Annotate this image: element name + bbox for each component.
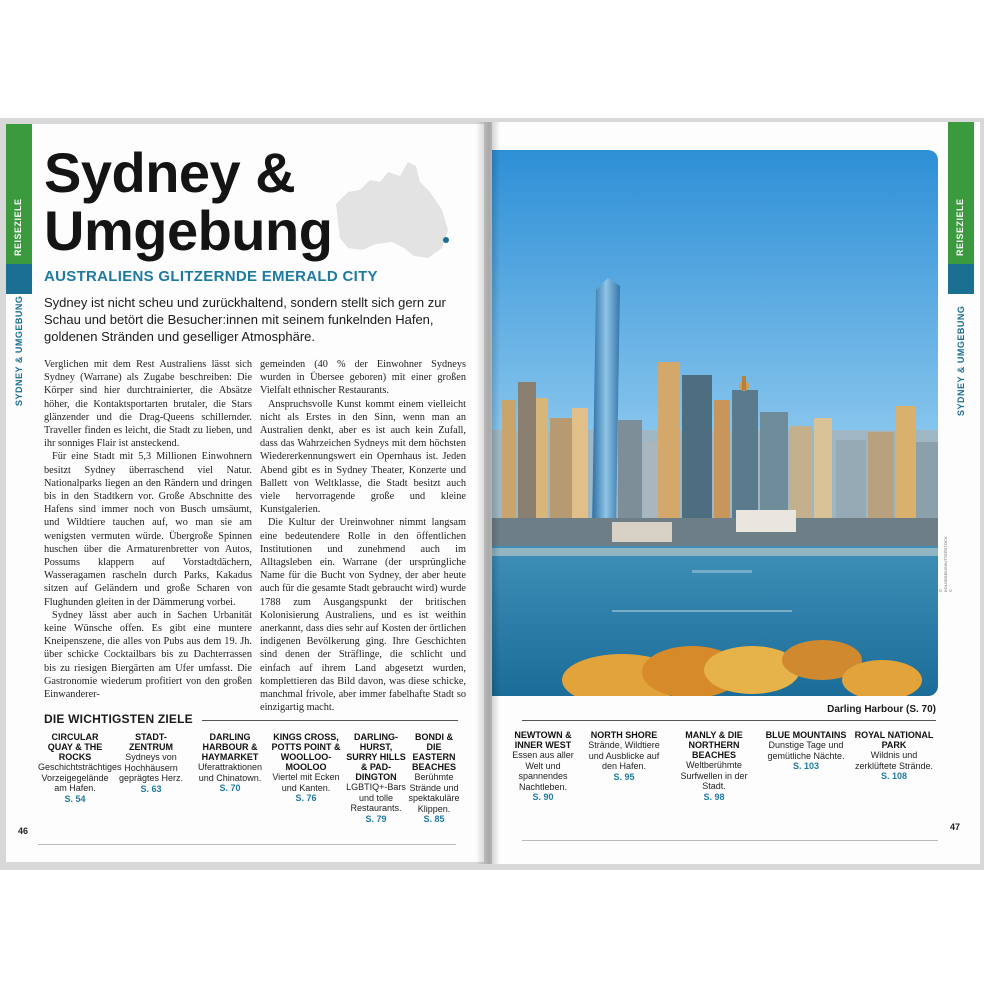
destination-name: STADT-ZENTRUM: [129, 732, 173, 752]
destination-desc: Strände, Wildtiere und Ausblicke auf den Hafen.: [588, 740, 660, 771]
destination-item[interactable]: [852, 730, 936, 782]
destination-desc: Dunstige Tage und gemütliche Nächte.: [767, 740, 845, 761]
destination-page-link[interactable]: S. 95: [613, 771, 635, 782]
section-heading: DIE WICHTIGSTEN ZIELE: [44, 712, 193, 726]
photo-credit: © KOLOBSEK/SHUTTERSTOCK ©: [938, 536, 953, 592]
destination-page-link[interactable]: S. 108: [880, 771, 908, 781]
destination-item[interactable]: [582, 730, 666, 782]
body-paragraph: Für eine Stadt mit 5,3 Millionen Einwohnern besitzt Sydney überraschend viel Natur. Nationalparks liegen an den Rändern und dringen bis in den Stadtkern vor. Große Abschnitte des Hafens sind immer noch von Busch umsäumt, und Wildtiere tauchen auf, wo man sie am wenigsten vermuten würde. Übergroße Spinnen huschen über die Armaturenbretter von Autos, Possums klappern auf Vorstadtdächern, Wasseragamen rascheln durch Parks, Kakadus sitzen auf Geländern und große Scharen von Flughunden gleiten in der Dämmerung vorbei.: [44, 451, 252, 608]
darling-harbour-photo: [492, 150, 938, 696]
destination-page-link[interactable]: S. 98: [703, 791, 725, 802]
destination-desc: Essen aus aller Welt und spannendes Nachtleben.: [512, 750, 574, 792]
destination-name: BONDI & DIE EASTERN BEACHES: [411, 732, 456, 772]
destination-name: KINGS CROSS, POTTS POINT & WOOLLOO-MOOLOO: [271, 732, 341, 772]
side-section-label: SYDNEY & UMGEBUNG: [14, 295, 24, 406]
destination-desc: Viertel mit Ecken und Kanten.: [272, 772, 340, 793]
destination-item[interactable]: [38, 732, 122, 804]
skyline-image: [492, 150, 938, 696]
destination-item[interactable]: [764, 730, 848, 772]
right-page: [492, 122, 980, 864]
destination-item[interactable]: [408, 732, 460, 825]
photo-caption: Darling Harbour (S. 70): [827, 704, 936, 715]
destination-item[interactable]: [512, 730, 574, 803]
footer-rule: [522, 840, 938, 841]
destination-page-link[interactable]: S. 103: [792, 761, 820, 771]
destination-desc: LGBTIQ+-Bars und tolle Restaurants.: [346, 782, 406, 813]
side-tab-label: REISEZIELE: [955, 198, 965, 256]
title-line-1: Sydney &: [44, 141, 296, 204]
destination-item[interactable]: [344, 732, 408, 824]
lede-paragraph: Sydney ist nicht scheu und zurückhaltend, sondern stellt sich gern zur Schau und betört die Besucher:innen mit seinem funkelnden Hafen, goldenen Stränden und geselliger Atmosphäre.: [44, 295, 446, 344]
section-rule: [202, 720, 458, 721]
page-number: 46: [18, 826, 29, 836]
destination-item[interactable]: [270, 732, 342, 804]
page-number: 47: [950, 822, 961, 832]
destination-page-link[interactable]: S. 76: [295, 793, 317, 803]
body-paragraph: Anspruchsvolle Kunst kommt einem vielleicht nicht als Erstes in den Sinn, wenn man an Australien denkt, aber es ist auch kein Zufall, dass das Wahrzeichen Sydneys mit dem höchsten Wiedererkennungswert ein Opernhaus ist. Jeden Abend gibt es in Sydney Theater, Konzerte und Ballett von Weltklasse, die Stadt besitzt auch viele hervorragende große und kleine Kunstgalerien.: [260, 398, 466, 516]
destination-page-link[interactable]: S. 90: [532, 792, 554, 802]
side-tab-label: REISEZIELE: [13, 198, 23, 256]
body-column-2: [260, 358, 466, 714]
destination-name: DARLING-HURST, SURRY HILLS & PAD-DINGTON: [346, 732, 406, 782]
destination-name: NORTH SHORE: [590, 730, 658, 740]
footer-rule: [38, 844, 456, 845]
destination-name: DARLING HARBOUR & HAYMARKET: [201, 732, 259, 762]
destination-page-link[interactable]: S. 54: [64, 793, 86, 804]
destination-page-link[interactable]: S. 70: [219, 783, 241, 793]
destination-page-link[interactable]: S. 79: [365, 813, 387, 824]
body-paragraph: Die Kultur der Ureinwohner nimmt langsam eine bedeutendere Rolle in den öffentlichen Institutionen und zunehmend auch im Alltagsleben ein. Warrane (der ursprüngliche Name für die Bucht von Sydney, der aber heute auch für die gesamte Stadt gebraucht wird) wurde 1788 zum Ausgangspunkt der britischen Kolonisierung Australiens, und es ist weithin anerkannt, dass dies sehr auf Kosten der örtlichen indigenen Bevölkerung ging. Ihre Geschichten sind denen der Sträflinge, die schlicht und einfach auf ihrem Land abgesetzt wurden, komplettieren das Bild davon, was diese schicke, manchmal frivole, aber immer fabelhafte Stadt so einzigartig macht.: [260, 517, 466, 714]
body-paragraph: Sydney lässt aber auch in Sachen Urbanität keine Wünsche offen. Es gibt eine muntere Kneipenszene, die alles von Pubs aus dem 19. Jh. über schicke Cocktailbars bis zu Dachterrassen bis zu riesigen Biergärten am Ufer umfasst. Die Gastronomie wiederum profitiert von den großen Einwanderer-: [44, 609, 252, 701]
destination-item[interactable]: [114, 732, 188, 794]
body-paragraph: gemeinden (40 % der Einwohner Sydneys wurden in Übersee geboren) mit einer großen Vielfalt ethnischer Restaurants.: [260, 359, 466, 397]
destination-name: ROYAL NATIONAL PARK: [854, 730, 934, 750]
title-line-2: Umgebung: [44, 199, 333, 262]
destination-desc: Weltberühmte Surfwellen in der Stadt.: [680, 760, 748, 791]
destination-desc: Wildnis und zerklüftete Strände.: [854, 750, 934, 771]
page-title: [44, 141, 333, 262]
destination-desc: Uferattraktionen und Chinatown.: [197, 762, 263, 783]
destination-name: MANLY & DIE NORTHERN BEACHES: [685, 730, 743, 760]
destination-name: NEWTOWN & INNER WEST: [514, 730, 572, 750]
destination-item[interactable]: [670, 730, 758, 802]
destination-name: BLUE MOUNTAINS: [765, 730, 847, 740]
destination-item[interactable]: [192, 732, 268, 794]
destination-page-link[interactable]: S. 85: [423, 814, 445, 824]
section-rule: [522, 720, 936, 721]
destination-desc: Berühmte Strände und spektakuläre Klippen.: [408, 772, 460, 814]
side-section-label: SYDNEY & UMGEBUNG: [956, 305, 966, 416]
body-paragraph: Verglichen mit dem Rest Australiens lässt sich Sydney (Warrane) als Zugabe beschreiben: Die Körper sind hier durchtrainierter, die Absätze höher, die Kontaktsportarten brutaler, die Stars glänzender und die Drag-Queens schillernder. Traveller finden es leicht, die Stadt zu lieben, und ihr sonniges Flair ist ansteckend.: [44, 359, 252, 450]
destination-name: CIRCULAR QUAY & THE ROCKS: [47, 732, 103, 762]
destination-page-link[interactable]: S. 63: [140, 783, 162, 794]
destination-desc: Sydneys von Hochhäusern geprägtes Herz.: [118, 752, 184, 783]
destination-desc: Geschichtsträchtiges Vorzeigegelände am Hafen.: [38, 762, 122, 793]
side-tab-blue: [6, 264, 32, 294]
left-page: [6, 124, 484, 862]
side-tab-blue: [948, 264, 974, 294]
body-column-1: [44, 358, 252, 701]
australia-map-icon: [318, 152, 458, 272]
page-subtitle: AUSTRALIENS GLITZERNDE EMERALD CITY: [44, 268, 378, 285]
book-gutter: [476, 122, 500, 864]
